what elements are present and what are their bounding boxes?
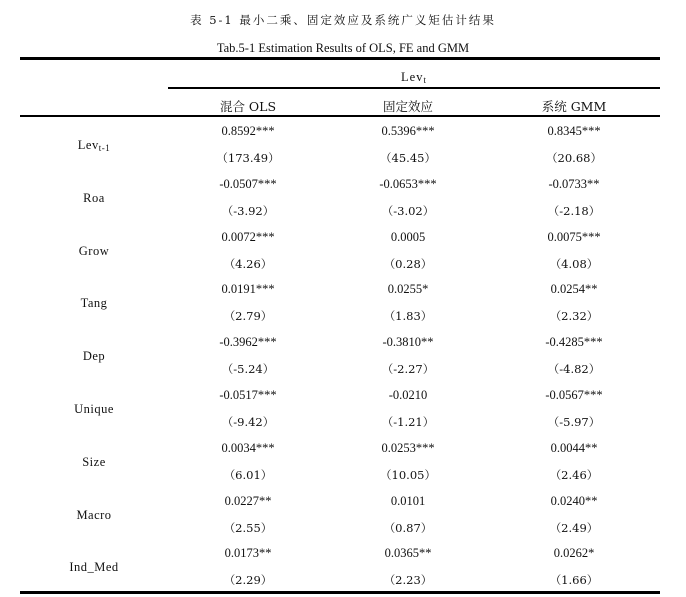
top-rule — [20, 57, 660, 60]
dependent-variable-subscript: t — [423, 75, 427, 85]
t-statistic-fe: （1.83） — [383, 309, 433, 324]
coefficient-gmm: 0.8345*** — [547, 124, 601, 138]
coefficient-gmm: 0.0044** — [550, 440, 598, 455]
coefficient-gmm: 0.0075*** — [547, 229, 601, 244]
t-statistic-gmm: （-4.82） — [547, 362, 601, 377]
variable-name-base: Tang — [80, 296, 108, 311]
t-statistic-gmm: （4.08） — [549, 256, 599, 271]
column-header-gmm: 系统 GMM — [541, 99, 607, 114]
variable-name-base: Roa — [83, 190, 105, 205]
t-statistic-fe: （10.05） — [380, 467, 436, 482]
coefficient-ols: 0.0034*** — [221, 440, 275, 455]
variable-name — [20, 508, 168, 523]
column-header-fe: 固定效应 — [382, 99, 433, 114]
coefficient-gmm: -0.0733** — [548, 176, 600, 191]
t-statistic-fe: （-2.27） — [381, 362, 435, 377]
coefficient-fe: 0.0365** — [384, 546, 432, 561]
coefficient-ols: 0.8592*** — [221, 124, 275, 138]
dependent-variable-base: Lev — [401, 70, 424, 84]
t-statistic-ols: （4.26） — [223, 256, 273, 271]
coefficient-gmm: -0.0567*** — [545, 388, 603, 402]
coefficient-ols: -0.3962*** — [219, 335, 277, 350]
t-statistic-gmm: （-5.97） — [547, 415, 601, 429]
variable-name-base: Lev — [77, 138, 99, 152]
variable-name — [20, 402, 168, 417]
t-statistic-fe: （45.45） — [380, 151, 436, 165]
coefficient-fe: 0.0253*** — [381, 440, 435, 455]
bottom-rule — [20, 591, 660, 594]
coefficient-fe: 0.0255* — [387, 282, 429, 297]
t-statistic-ols: （-9.42） — [221, 415, 275, 429]
variable-name-subscript: t-1 — [98, 143, 111, 153]
t-statistic-ols: （-3.92） — [221, 203, 275, 218]
t-statistic-ols: （2.79） — [223, 309, 273, 324]
header-span-rule — [168, 87, 660, 89]
coefficient-fe: -0.3810** — [382, 335, 434, 350]
coefficient-ols: 0.0227** — [224, 493, 272, 508]
dependent-variable-header — [168, 70, 660, 85]
coefficient-fe: 0.0005 — [390, 229, 426, 244]
variable-name — [20, 455, 168, 470]
t-statistic-gmm: （-2.18） — [547, 203, 601, 218]
coefficient-gmm: 0.0262* — [553, 546, 595, 561]
t-statistic-fe: （-3.02） — [381, 203, 435, 218]
variable-name — [20, 244, 168, 259]
t-statistic-gmm: （2.46） — [549, 467, 599, 482]
variable-name — [20, 191, 168, 206]
variable-name-base: Grow — [78, 243, 110, 258]
column-header-ols: 混合 OLS — [219, 99, 277, 114]
variable-name-base: Ind_Med — [69, 560, 119, 575]
coefficient-gmm: 0.0240** — [550, 493, 598, 508]
t-statistic-ols: （2.55） — [223, 520, 273, 535]
coefficient-ols: 0.0191*** — [221, 282, 275, 297]
table-caption-chinese: 表 5-1 最小二乘、固定效应及系统广义矩估计结果 — [190, 13, 496, 27]
variable-name — [20, 349, 168, 364]
t-statistic-gmm: （2.49） — [549, 520, 599, 535]
coefficient-ols: 0.0072*** — [221, 229, 275, 244]
t-statistic-fe: （0.28） — [383, 256, 433, 271]
t-statistic-gmm: （20.68） — [546, 151, 602, 165]
variable-name — [20, 296, 168, 311]
t-statistic-ols: （-5.24） — [221, 362, 275, 377]
t-statistic-ols: （2.29） — [223, 573, 273, 588]
table-caption-english: Tab.5-1 Estimation Results of OLS, FE and GMM — [216, 41, 470, 55]
coefficient-ols: -0.0507*** — [219, 176, 277, 191]
coefficient-ols: 0.0173** — [224, 546, 272, 561]
coefficient-fe: -0.0653*** — [379, 176, 437, 191]
variable-name-base: Unique — [74, 402, 114, 416]
t-statistic-fe: （-1.21） — [381, 415, 435, 429]
variable-name-base: Dep — [82, 349, 106, 364]
coefficient-gmm: 0.0254** — [550, 282, 598, 297]
coefficient-fe: 0.0101 — [390, 493, 426, 508]
coefficient-fe: 0.5396*** — [381, 124, 435, 138]
variable-name — [20, 560, 168, 575]
header-bottom-rule — [20, 115, 660, 117]
coefficient-ols: -0.0517*** — [219, 388, 277, 402]
variable-name — [20, 138, 168, 153]
variable-name-base: Macro — [76, 507, 112, 522]
variable-name-base: Size — [82, 454, 106, 469]
coefficient-fe: -0.0210 — [388, 388, 428, 402]
t-statistic-fe: （2.23） — [383, 573, 433, 588]
t-statistic-ols: （6.01） — [223, 467, 273, 482]
t-statistic-fe: （0.87） — [383, 520, 433, 535]
t-statistic-ols: （173.49） — [216, 151, 280, 165]
t-statistic-gmm: （2.32） — [549, 309, 599, 324]
t-statistic-gmm: （1.66） — [549, 573, 599, 588]
coefficient-gmm: -0.4285*** — [545, 335, 603, 350]
